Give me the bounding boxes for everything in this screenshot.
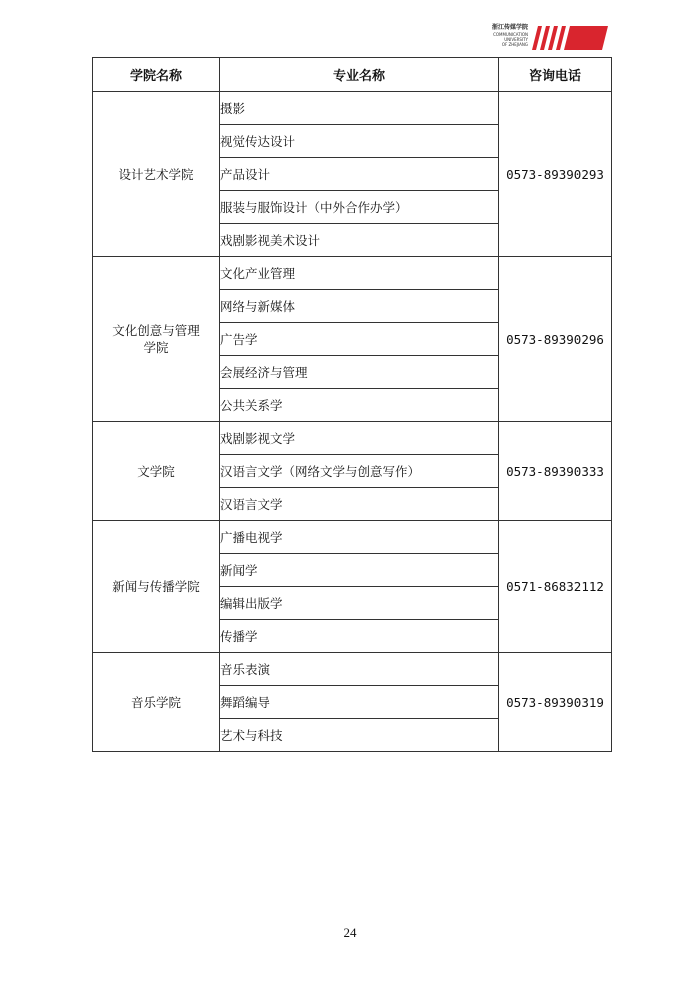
phone-cell: 0573-89390296	[499, 257, 612, 422]
phone-cell: 0573-89390333	[499, 422, 612, 521]
major-cell: 产品设计	[220, 158, 499, 191]
logo-wordmark	[480, 24, 528, 47]
table-row	[93, 422, 612, 455]
header-major: 专业名称	[220, 58, 499, 92]
college-cell: 设计艺术学院	[93, 92, 220, 257]
table-row	[93, 257, 612, 290]
college-cell: 新闻与传播学院	[93, 521, 220, 653]
table-header-row	[93, 58, 612, 92]
major-cell: 文化产业管理	[220, 257, 499, 290]
header-college: 学院名称	[93, 58, 220, 92]
major-cell: 摄影	[220, 92, 499, 125]
college-line-2: 学院	[143, 340, 169, 355]
logo-stripes-icon	[530, 24, 610, 52]
phone-cell: 0573-89390319	[499, 653, 612, 752]
logo-name-en-2: UNIVERSITY	[504, 37, 528, 42]
logo-name-cn: 浙江传媒学院	[491, 24, 528, 31]
table-row	[93, 92, 612, 125]
college-cell: 文学院	[93, 422, 220, 521]
major-cell: 戏剧影视美术设计	[220, 224, 499, 257]
major-cell: 舞蹈编导	[220, 686, 499, 719]
major-cell: 艺术与科技	[220, 719, 499, 752]
college-cell	[93, 257, 220, 422]
major-cell: 广告学	[220, 323, 499, 356]
major-cell: 新闻学	[220, 554, 499, 587]
table-row	[93, 521, 612, 554]
major-cell: 传播学	[220, 620, 499, 653]
major-cell: 汉语言文学	[220, 488, 499, 521]
major-cell: 服装与服饰设计（中外合作办学）	[220, 191, 499, 224]
major-cell: 公共关系学	[220, 389, 499, 422]
phone-cell: 0573-89390293	[499, 92, 612, 257]
major-cell: 戏剧影视文学	[220, 422, 499, 455]
college-line-1: 文化创意与管理	[112, 323, 200, 338]
logo-name-en-3: OF ZHEJIANG	[501, 42, 528, 47]
page-number: 24	[343, 925, 357, 940]
major-cell: 视觉传达设计	[220, 125, 499, 158]
major-cell: 音乐表演	[220, 653, 499, 686]
phone-cell: 0571-86832112	[499, 521, 612, 653]
university-logo	[480, 22, 610, 54]
majors-table	[92, 57, 612, 752]
major-cell: 广播电视学	[220, 521, 499, 554]
major-cell: 编辑出版学	[220, 587, 499, 620]
logo-name-en-1: COMMUNICATION	[493, 32, 528, 37]
major-cell: 汉语言文学（网络文学与创意写作）	[220, 455, 499, 488]
major-cell: 网络与新媒体	[220, 290, 499, 323]
college-cell: 音乐学院	[93, 653, 220, 752]
table-row	[93, 653, 612, 686]
major-cell: 会展经济与管理	[220, 356, 499, 389]
header-phone: 咨询电话	[499, 58, 612, 92]
